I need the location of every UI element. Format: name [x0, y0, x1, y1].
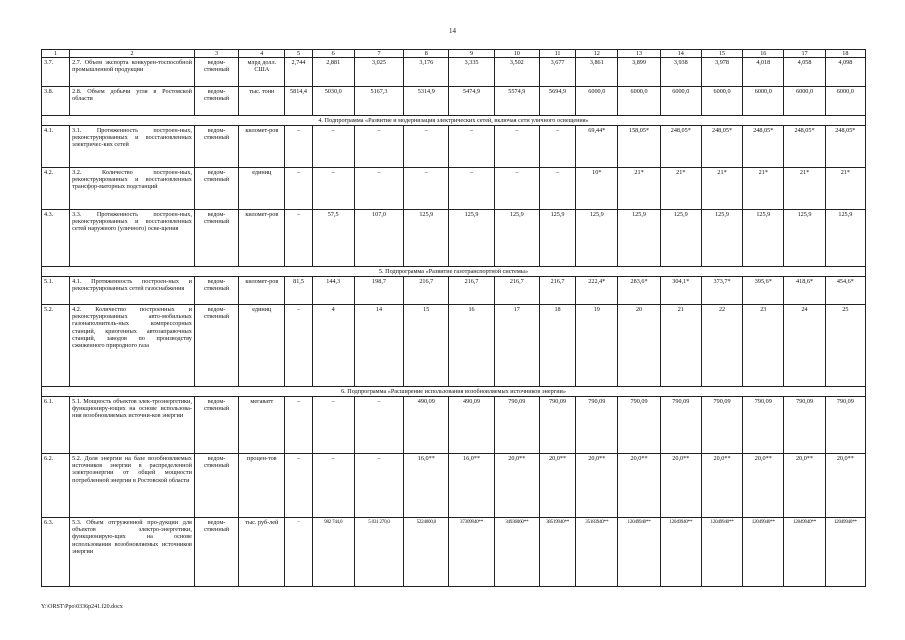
value-cell: 37309940**	[449, 518, 494, 587]
value-cell: 20,0**	[494, 454, 539, 518]
value-cell: 790,09	[825, 397, 865, 454]
table-row	[42, 305, 866, 387]
data-source: ведом-ственный	[194, 518, 238, 587]
value-cell: –	[312, 454, 354, 518]
value-cell: 107,0	[354, 210, 403, 267]
data-source: ведом-ственный	[194, 58, 238, 87]
value-cell: –	[312, 168, 354, 210]
table-row	[42, 168, 866, 210]
header-cell: 10	[494, 50, 539, 58]
value-cell: –	[285, 397, 312, 454]
value-cell: 216,7	[449, 277, 494, 305]
value-cell: 790,09	[539, 397, 575, 454]
value-cell: 20,0**	[618, 454, 660, 518]
value-cell: 248,05*	[784, 126, 825, 168]
value-cell: 3,502	[494, 58, 539, 87]
indicator-name: 3.1. Протяженность построен-ных, реконструированных и восстановленных электричес-ких сетей	[70, 126, 195, 168]
value-cell: 5574,9	[494, 87, 539, 116]
value-cell: 20,0**	[660, 454, 701, 518]
value-cell: 20,0**	[576, 454, 618, 518]
table-row	[42, 454, 866, 518]
row-number: 4.2.	[42, 168, 70, 210]
value-cell: 5167,3	[354, 87, 403, 116]
section-title: 5. Подпрограмма «Развитие газотранспортной системы»	[42, 267, 866, 277]
value-cell: 6000,0	[576, 87, 618, 116]
value-cell: 23	[743, 305, 784, 387]
value-cell: 5474,9	[449, 87, 494, 116]
unit: единиц	[239, 305, 285, 387]
value-cell: 20,0**	[743, 454, 784, 518]
value-cell: 222,4*	[576, 277, 618, 305]
value-cell: 20,0**	[825, 454, 865, 518]
indicator-name: 5.2. Доля энергии на базе возобновляемых источников энергии в распределенной электроэнергии от общей мощности потребленной энергии в Ростовской области	[70, 454, 195, 518]
value-cell: 790,09	[784, 397, 825, 454]
value-cell: 12049940**	[618, 518, 660, 587]
value-cell: 248,05*	[660, 126, 701, 168]
value-cell: 38519940**	[539, 518, 575, 587]
indicator-name: 3.2. Количество построен-ных, реконструированных и восстановленных трансфор-маторных подстанций	[70, 168, 195, 210]
value-cell: 283,6*	[618, 277, 660, 305]
row-number: 4.3.	[42, 210, 70, 267]
indicator-table	[41, 49, 866, 587]
value-cell: 10*	[576, 168, 618, 210]
value-cell: –	[354, 168, 403, 210]
indicator-name: 4.2. Количество построенных и реконструированных авто-мобильных газонаполнитель-ных компрессорных станций, криогенных автозаправочных станций, заводов по производству сжиженного природного газа	[70, 305, 195, 387]
value-cell: 125,9	[618, 210, 660, 267]
value-cell: 125,9	[404, 210, 449, 267]
value-cell: 216,7	[494, 277, 539, 305]
header-cell: 3	[194, 50, 238, 58]
row-number: 6.2.	[42, 454, 70, 518]
value-cell: 418,6*	[784, 277, 825, 305]
value-cell: 24	[784, 305, 825, 387]
value-cell: 12049940**	[743, 518, 784, 587]
value-cell: 21*	[660, 168, 701, 210]
value-cell: 125,9	[701, 210, 742, 267]
data-source: ведом-ственный	[194, 210, 238, 267]
value-cell: 3,938	[660, 58, 701, 87]
value-cell: 20,0**	[784, 454, 825, 518]
value-cell: 125,9	[576, 210, 618, 267]
value-cell: 14	[354, 305, 403, 387]
row-number: 3.7.	[42, 58, 70, 87]
value-cell: 3,335	[449, 58, 494, 87]
row-number: 4.1.	[42, 126, 70, 168]
header-cell: 15	[701, 50, 742, 58]
value-cell: –	[285, 126, 312, 168]
unit: тыс. руб-лей	[239, 518, 285, 587]
value-cell: 490,09	[449, 397, 494, 454]
value-cell: 35183940**	[576, 518, 618, 587]
value-cell: 158,05*	[618, 126, 660, 168]
value-cell: 21*	[825, 168, 865, 210]
header-cell: 11	[539, 50, 575, 58]
header-cell: 1	[42, 50, 70, 58]
value-cell: 4	[312, 305, 354, 387]
value-cell: 125,9	[784, 210, 825, 267]
value-cell: –	[354, 454, 403, 518]
table-row	[42, 87, 866, 116]
data-source: ведом-ственный	[194, 305, 238, 387]
value-cell: –	[354, 397, 403, 454]
value-cell: 5224000,0	[404, 518, 449, 587]
value-cell: 216,7	[404, 277, 449, 305]
value-cell: 34936060**	[494, 518, 539, 587]
value-cell: 490,09	[404, 397, 449, 454]
indicator-name: 5.3. Объем отгруженной про-дукции для объектов электро-энергетики, функционирую-щих на основе использования возобновляемых источников энергии	[70, 518, 195, 587]
table-row	[42, 518, 866, 587]
value-cell: 248,05*	[825, 126, 865, 168]
value-cell: 19	[576, 305, 618, 387]
indicator-name: 2.8. Объем добычи угля в Ростовской области	[70, 87, 195, 116]
section-row	[42, 267, 866, 277]
data-source: ведом-ственный	[194, 277, 238, 305]
value-cell: –	[285, 454, 312, 518]
table-row	[42, 58, 866, 87]
header-cell: 8	[404, 50, 449, 58]
value-cell: –	[494, 126, 539, 168]
value-cell: 4,018	[743, 58, 784, 87]
value-cell: –	[285, 210, 312, 267]
header-cell: 17	[784, 50, 825, 58]
section-title: 4. Подпрограмма «Развитие и модернизация электрических сетей, включая сети уличного освещения»	[42, 116, 866, 126]
value-cell: 18	[539, 305, 575, 387]
value-cell: 16,0**	[449, 454, 494, 518]
header-cell: 12	[576, 50, 618, 58]
data-source: ведом-ственный	[194, 397, 238, 454]
unit: мегаватт	[239, 397, 285, 454]
data-source: ведом-ственный	[194, 87, 238, 116]
value-cell: 248,05*	[701, 126, 742, 168]
value-cell: –	[449, 126, 494, 168]
section-row	[42, 387, 866, 397]
value-cell: 2,744	[285, 58, 312, 87]
value-cell: 3,025	[354, 58, 403, 87]
value-cell: –	[404, 126, 449, 168]
page-number: 14	[449, 27, 456, 35]
value-cell: 790,09	[618, 397, 660, 454]
unit: процен-тов	[239, 454, 285, 518]
value-cell: 3,899	[618, 58, 660, 87]
row-number: 6.3.	[42, 518, 70, 587]
value-cell: 12049940**	[784, 518, 825, 587]
value-cell: 790,09	[494, 397, 539, 454]
header-cell: 2	[70, 50, 195, 58]
header-cell: 16	[743, 50, 784, 58]
value-cell: 4,058	[784, 58, 825, 87]
value-cell: –	[404, 168, 449, 210]
value-cell: 2,881	[312, 58, 354, 87]
value-cell: 198,7	[354, 277, 403, 305]
value-cell: 16	[449, 305, 494, 387]
value-cell: 5 031 270,0	[354, 518, 403, 587]
value-cell: –	[449, 168, 494, 210]
value-cell: –	[285, 168, 312, 210]
value-cell: 373,7*	[701, 277, 742, 305]
value-cell: 12049940**	[660, 518, 701, 587]
header-cell: 6	[312, 50, 354, 58]
value-cell: 3,978	[701, 58, 742, 87]
indicator-name: 3.3. Протяженность построен-ных, реконструированных и восстановленных сетей наружного (уличного) осве-щения	[70, 210, 195, 267]
value-cell: 21*	[743, 168, 784, 210]
data-source: ведом-ственный	[194, 168, 238, 210]
value-cell: 3,677	[539, 58, 575, 87]
file-path-footer: Y:\ORST\Ppo\0336p241.f20.docx	[41, 604, 123, 610]
value-cell: 6000,0	[701, 87, 742, 116]
row-number: 5.1.	[42, 277, 70, 305]
table-row	[42, 126, 866, 168]
value-cell: 125,9	[825, 210, 865, 267]
indicator-name: 2.7. Объем экспорта конкурен-тоспособной промышленной продукции	[70, 58, 195, 87]
value-cell: 3,176	[404, 58, 449, 87]
value-cell: 125,9	[449, 210, 494, 267]
value-cell: –	[494, 168, 539, 210]
value-cell: 20	[618, 305, 660, 387]
value-cell: 12049940**	[701, 518, 742, 587]
value-cell: 25	[825, 305, 865, 387]
value-cell: 69,44*	[576, 126, 618, 168]
unit: тыс. тонн	[239, 87, 285, 116]
value-cell: 248,05*	[743, 126, 784, 168]
value-cell: 21	[660, 305, 701, 387]
unit: единиц	[239, 168, 285, 210]
value-cell: 5314,9	[404, 87, 449, 116]
header-cell: 7	[354, 50, 403, 58]
value-cell: 6000,0	[743, 87, 784, 116]
value-cell: 22	[701, 305, 742, 387]
header-cell: 9	[449, 50, 494, 58]
value-cell: 454,6*	[825, 277, 865, 305]
table-row	[42, 277, 866, 305]
value-cell: –	[539, 168, 575, 210]
data-source: ведом-ственный	[194, 126, 238, 168]
indicator-name: 5.1. Мощность объектов элек-троэнергетики, функциониру-ющих на основе использова-ния возобновляемых источни-ков энергии	[70, 397, 195, 454]
value-cell: 6000,0	[825, 87, 865, 116]
value-cell: –	[539, 126, 575, 168]
unit: километ-ров	[239, 210, 285, 267]
value-cell: 125,9	[660, 210, 701, 267]
value-cell: –	[285, 305, 312, 387]
header-cell: 14	[660, 50, 701, 58]
header-row	[42, 50, 866, 58]
value-cell: 4,098	[825, 58, 865, 87]
header-cell: 5	[285, 50, 312, 58]
value-cell: 982 744,0	[312, 518, 354, 587]
value-cell: 20,0**	[701, 454, 742, 518]
value-cell: 5694,9	[539, 87, 575, 116]
value-cell: –	[285, 518, 312, 587]
value-cell: 5814,4	[285, 87, 312, 116]
value-cell: 81,5	[285, 277, 312, 305]
header-cell: 4	[239, 50, 285, 58]
value-cell: 790,09	[743, 397, 784, 454]
value-cell: 5030,0	[312, 87, 354, 116]
value-cell: –	[312, 126, 354, 168]
data-source: ведом-ственный	[194, 454, 238, 518]
value-cell: 395,6*	[743, 277, 784, 305]
row-number: 6.1.	[42, 397, 70, 454]
header-cell: 18	[825, 50, 865, 58]
value-cell: 790,09	[701, 397, 742, 454]
unit: млрд долл. США	[239, 58, 285, 87]
value-cell: 6000,0	[660, 87, 701, 116]
section-row	[42, 116, 866, 126]
value-cell: 16,0**	[404, 454, 449, 518]
value-cell: 125,9	[743, 210, 784, 267]
value-cell: 12049940**	[825, 518, 865, 587]
value-cell: –	[312, 397, 354, 454]
section-title: 6. Подпрограмма «Расширение использования возобновляемых источников энергии»	[42, 387, 866, 397]
value-cell: 6000,0	[618, 87, 660, 116]
value-cell: 15	[404, 305, 449, 387]
value-cell: 3,861	[576, 58, 618, 87]
value-cell: 21*	[784, 168, 825, 210]
value-cell: 20,0**	[539, 454, 575, 518]
value-cell: 17	[494, 305, 539, 387]
value-cell: 21*	[618, 168, 660, 210]
value-cell: 21*	[701, 168, 742, 210]
value-cell: 144,3	[312, 277, 354, 305]
row-number: 5.2.	[42, 305, 70, 387]
header-cell: 13	[618, 50, 660, 58]
value-cell: 216,7	[539, 277, 575, 305]
table-row	[42, 210, 866, 267]
value-cell: 304,1*	[660, 277, 701, 305]
value-cell: 125,9	[539, 210, 575, 267]
unit: километ-ров	[239, 277, 285, 305]
row-number: 3.8.	[42, 87, 70, 116]
table-row	[42, 397, 866, 454]
value-cell: 790,09	[576, 397, 618, 454]
unit: километ-ров	[239, 126, 285, 168]
value-cell: 57,5	[312, 210, 354, 267]
indicator-name: 4.1. Протяженность построен-ных и реконструированных сетей газоснабжения	[70, 277, 195, 305]
value-cell: 125,9	[494, 210, 539, 267]
value-cell: –	[354, 126, 403, 168]
value-cell: 790,09	[660, 397, 701, 454]
value-cell: 6000,0	[784, 87, 825, 116]
